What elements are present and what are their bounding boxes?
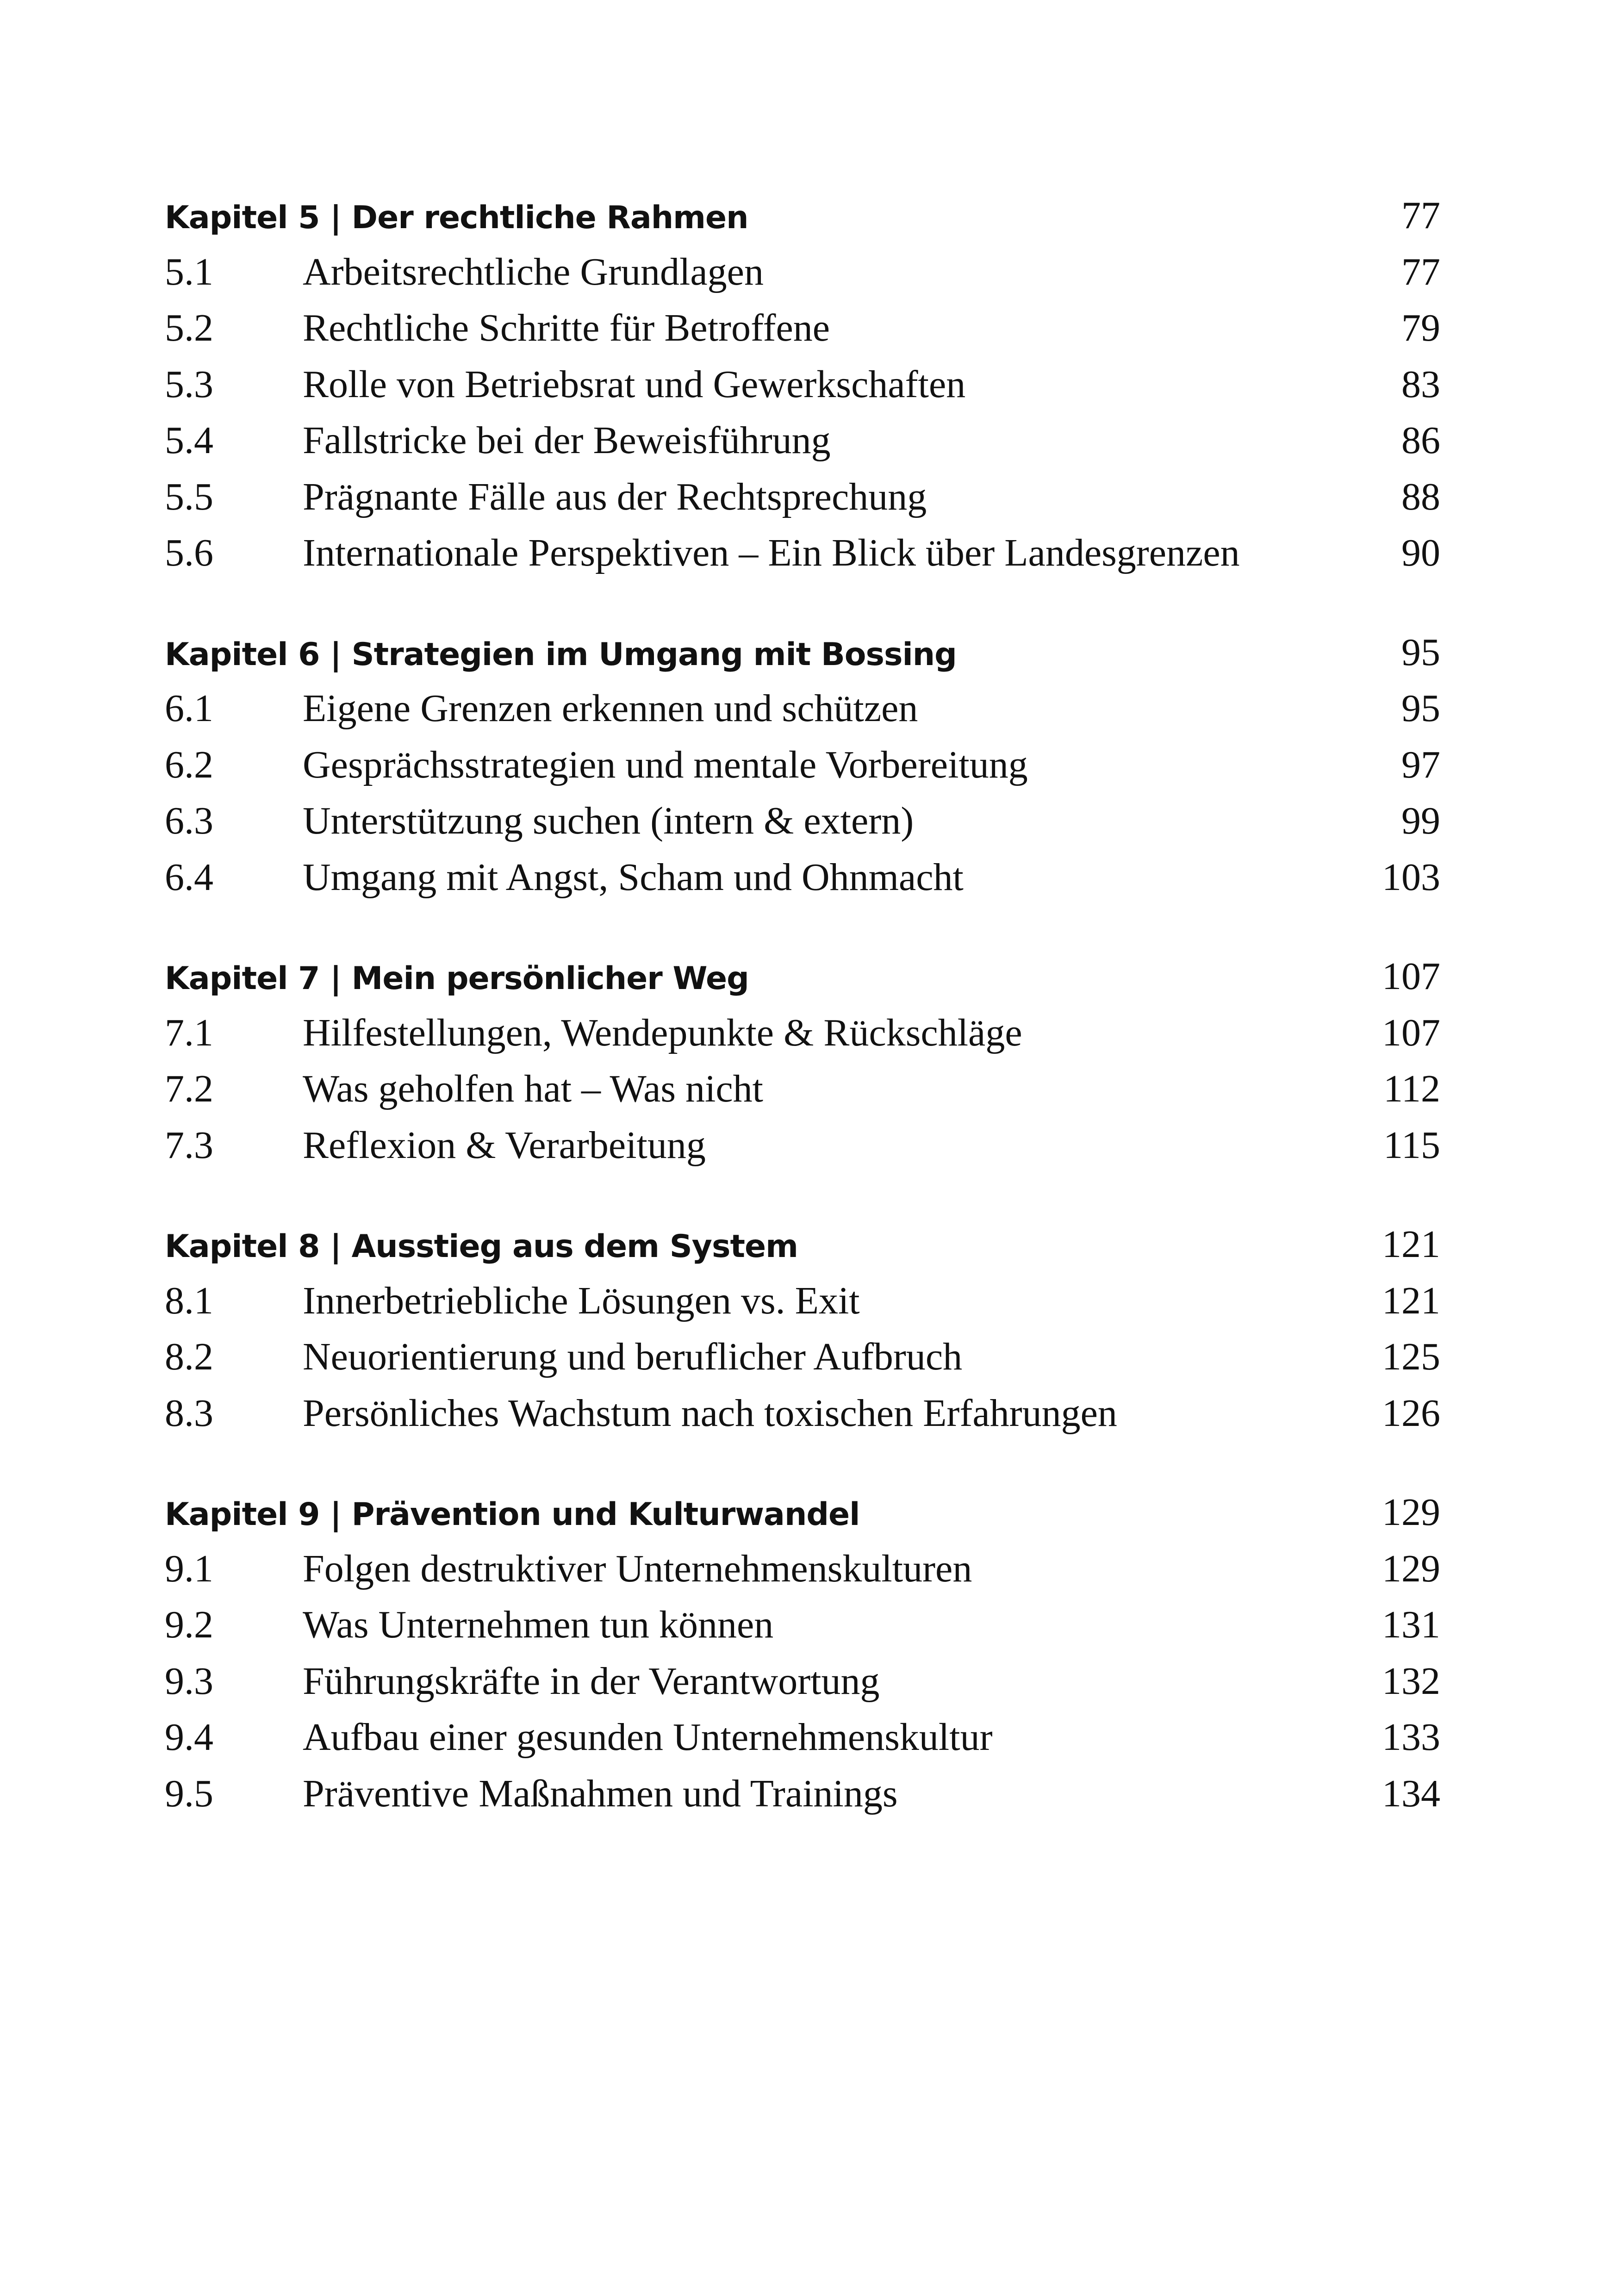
section-number: 7.3 bbox=[165, 1123, 213, 1167]
chapter-heading bbox=[165, 624, 1440, 681]
toc-entry bbox=[165, 849, 1440, 906]
toc-entry bbox=[165, 1385, 1440, 1442]
chapter-page-number: 129 bbox=[1382, 1491, 1440, 1534]
chapter-heading bbox=[165, 1216, 1440, 1273]
chapter-title: Kapitel 7 | Mein persönlicher Weg bbox=[165, 960, 749, 997]
toc-entry bbox=[165, 1061, 1440, 1117]
section-title: Fallstricke bei der Beweisführung bbox=[303, 419, 831, 462]
section-page-number: 83 bbox=[1401, 362, 1440, 406]
section-page-number: 129 bbox=[1382, 1547, 1440, 1590]
section-number: 9.2 bbox=[165, 1603, 213, 1646]
toc-entry bbox=[165, 1541, 1440, 1597]
chapter-page-number: 121 bbox=[1382, 1223, 1440, 1266]
section-number: 6.3 bbox=[165, 799, 213, 842]
section-number: 9.1 bbox=[165, 1547, 213, 1590]
toc-entry bbox=[165, 412, 1440, 469]
section-number: 9.4 bbox=[165, 1716, 213, 1759]
section-title: Persönliches Wachstum nach toxischen Erfahrungen bbox=[303, 1391, 1117, 1435]
section-number: 5.3 bbox=[165, 362, 213, 406]
section-page-number: 131 bbox=[1382, 1603, 1440, 1646]
section-number: 7.2 bbox=[165, 1067, 213, 1110]
section-title: Rolle von Betriebsrat und Gewerkschaften bbox=[303, 362, 966, 406]
toc-entry bbox=[165, 244, 1440, 300]
chapter-title: Kapitel 6 | Strategien im Umgang mit Bossing bbox=[165, 636, 957, 673]
chapter-title: Kapitel 5 | Der rechtliche Rahmen bbox=[165, 199, 748, 236]
section-page-number: 125 bbox=[1382, 1335, 1440, 1378]
table-of-contents bbox=[165, 187, 1440, 1865]
section-page-number: 79 bbox=[1401, 306, 1440, 349]
chapter-heading bbox=[165, 1484, 1440, 1541]
section-page-number: 97 bbox=[1401, 743, 1440, 786]
toc-entry bbox=[165, 469, 1440, 525]
section-page-number: 115 bbox=[1383, 1123, 1440, 1167]
toc-entry bbox=[165, 1709, 1440, 1766]
section-page-number: 77 bbox=[1401, 250, 1440, 293]
section-title: Eigene Grenzen erkennen und schützen bbox=[303, 687, 918, 730]
section-title: Hilfestellungen, Wendepunkte & Rückschläge bbox=[303, 1011, 1022, 1054]
chapter-page-number: 107 bbox=[1382, 955, 1440, 998]
section-page-number: 90 bbox=[1401, 531, 1440, 574]
toc-entry bbox=[165, 356, 1440, 413]
toc-entry bbox=[165, 1329, 1440, 1385]
section-number: 6.4 bbox=[165, 855, 213, 899]
section-title: Was Unternehmen tun können bbox=[303, 1603, 774, 1646]
section-page-number: 103 bbox=[1382, 855, 1440, 899]
chapter-title: Kapitel 8 | Ausstieg aus dem System bbox=[165, 1228, 798, 1265]
section-title: Präventive Maßnahmen und Trainings bbox=[303, 1772, 898, 1815]
chapter-page-number: 95 bbox=[1401, 630, 1440, 674]
section-title: Was geholfen hat – Was nicht bbox=[303, 1067, 763, 1110]
section-number: 6.1 bbox=[165, 687, 213, 730]
toc-entry bbox=[165, 1653, 1440, 1710]
section-number: 8.1 bbox=[165, 1279, 213, 1322]
toc-entry bbox=[165, 793, 1440, 849]
toc-chapter bbox=[165, 624, 1440, 906]
section-page-number: 132 bbox=[1382, 1659, 1440, 1703]
chapter-heading bbox=[165, 948, 1440, 1005]
section-title: Folgen destruktiver Unternehmenskulturen bbox=[303, 1547, 972, 1590]
section-page-number: 107 bbox=[1382, 1011, 1440, 1054]
section-title: Prägnante Fälle aus der Rechtsprechung bbox=[303, 475, 927, 518]
toc-chapter bbox=[165, 1484, 1440, 1822]
section-page-number: 95 bbox=[1401, 687, 1440, 730]
section-number: 9.5 bbox=[165, 1772, 213, 1815]
toc-entry bbox=[165, 1273, 1440, 1329]
toc-entry bbox=[165, 1005, 1440, 1061]
section-page-number: 86 bbox=[1401, 419, 1440, 462]
section-page-number: 112 bbox=[1383, 1067, 1440, 1110]
section-page-number: 134 bbox=[1382, 1772, 1440, 1815]
section-number: 6.2 bbox=[165, 743, 213, 786]
section-title: Aufbau einer gesunden Unternehmenskultur bbox=[303, 1716, 993, 1759]
chapter-heading bbox=[165, 187, 1440, 244]
section-page-number: 121 bbox=[1382, 1279, 1440, 1322]
section-title: Innerbetriebliche Lösungen vs. Exit bbox=[303, 1279, 860, 1322]
section-title: Umgang mit Angst, Scham und Ohnmacht bbox=[303, 855, 964, 899]
chapter-title: Kapitel 9 | Prävention und Kulturwandel bbox=[165, 1496, 860, 1533]
section-number: 8.2 bbox=[165, 1335, 213, 1378]
section-number: 5.1 bbox=[165, 250, 213, 293]
section-title: Internationale Perspektiven – Ein Blick über Landesgrenzen bbox=[303, 531, 1240, 574]
toc-entry bbox=[165, 1117, 1440, 1174]
section-number: 5.2 bbox=[165, 306, 213, 349]
chapter-page-number: 77 bbox=[1401, 194, 1440, 237]
toc-chapter bbox=[165, 187, 1440, 581]
toc-entry bbox=[165, 1766, 1440, 1822]
section-number: 5.6 bbox=[165, 531, 213, 574]
toc-chapter bbox=[165, 1216, 1440, 1441]
toc-chapter bbox=[165, 948, 1440, 1173]
toc-entry bbox=[165, 1597, 1440, 1653]
section-page-number: 88 bbox=[1401, 475, 1440, 518]
section-title: Führungskräfte in der Verantwortung bbox=[303, 1659, 880, 1703]
toc-entry bbox=[165, 525, 1440, 581]
toc-entry bbox=[165, 680, 1440, 737]
section-title: Rechtliche Schritte für Betroffene bbox=[303, 306, 830, 349]
section-number: 9.3 bbox=[165, 1659, 213, 1703]
section-number: 7.1 bbox=[165, 1011, 213, 1054]
section-title: Neuorientierung und beruflicher Aufbruch bbox=[303, 1335, 963, 1378]
section-number: 5.4 bbox=[165, 419, 213, 462]
section-title: Arbeitsrechtliche Grundlagen bbox=[303, 250, 764, 293]
section-page-number: 99 bbox=[1401, 799, 1440, 842]
section-title: Gesprächsstrategien und mentale Vorbereitung bbox=[303, 743, 1028, 786]
section-number: 5.5 bbox=[165, 475, 213, 518]
section-title: Unterstützung suchen (intern & extern) bbox=[303, 799, 914, 842]
section-page-number: 126 bbox=[1382, 1391, 1440, 1435]
toc-entry bbox=[165, 737, 1440, 793]
toc-entry bbox=[165, 300, 1440, 356]
section-number: 8.3 bbox=[165, 1391, 213, 1435]
section-title: Reflexion & Verarbeitung bbox=[303, 1123, 706, 1167]
section-page-number: 133 bbox=[1382, 1716, 1440, 1759]
